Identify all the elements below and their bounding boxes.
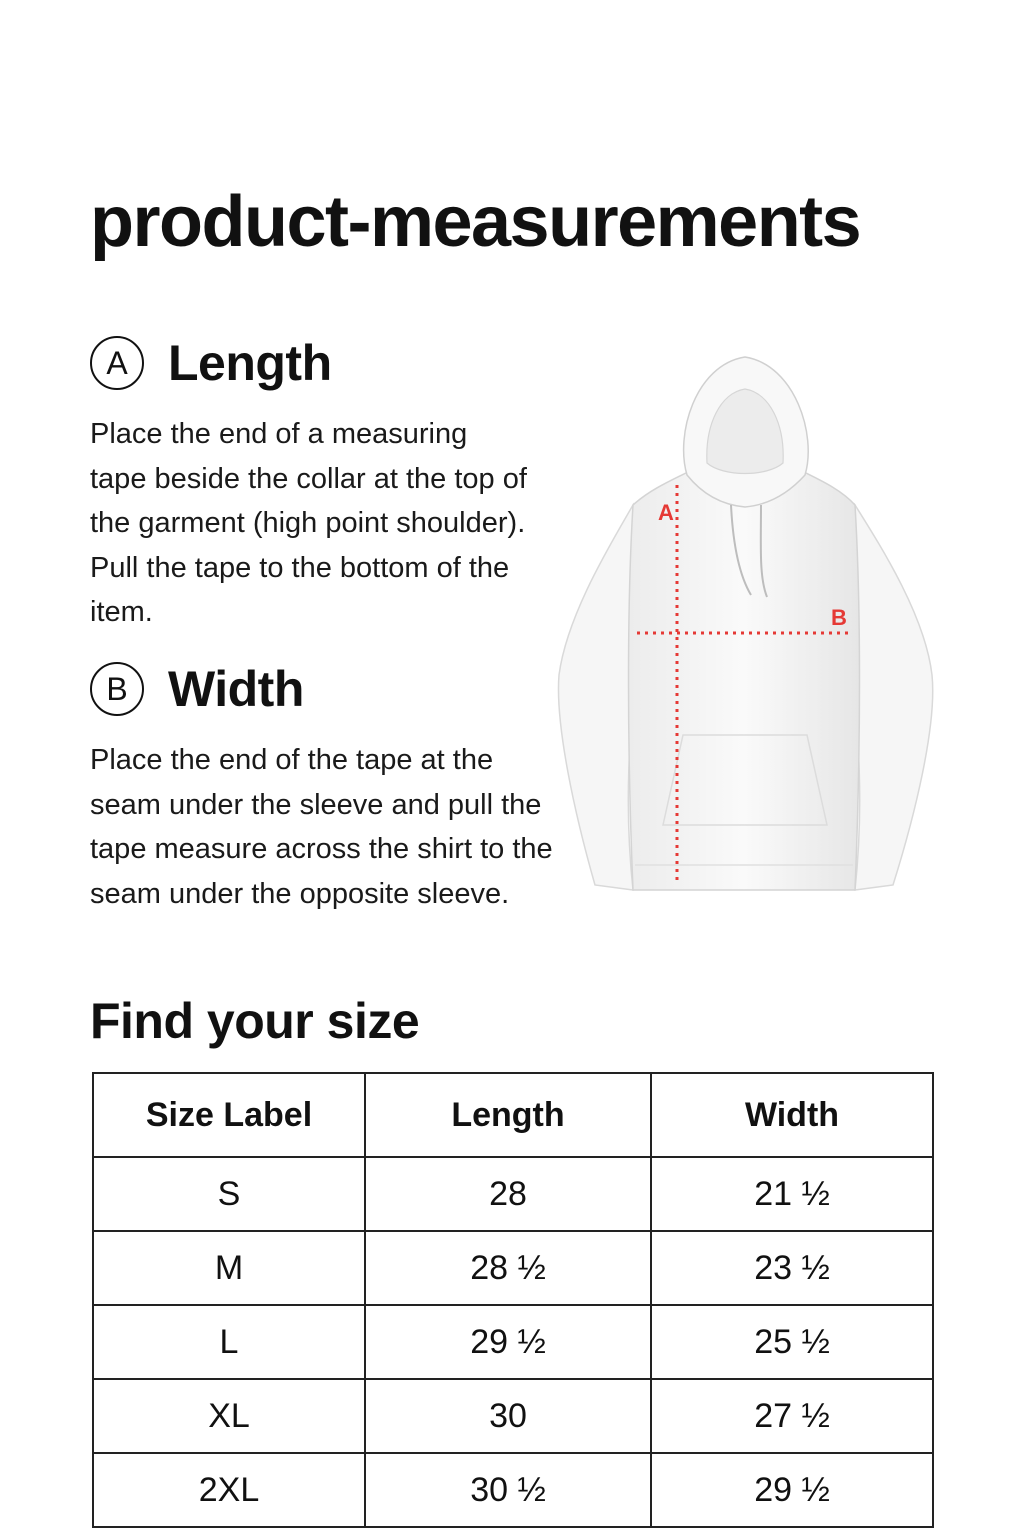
header-size-label: Size Label	[93, 1073, 365, 1157]
width-heading	[90, 658, 560, 720]
table-row	[93, 1305, 933, 1379]
length-instructions: Place the end of a measuring tape beside the collar at the top of the garment (high point shoulder). Pull the tape to the bottom of the item.	[90, 418, 527, 628]
length-title: Length	[168, 335, 332, 391]
length-cell: 28 ½	[365, 1231, 651, 1305]
size-cell: M	[93, 1231, 365, 1305]
header-length: Length	[365, 1073, 651, 1157]
circle-b-icon: B	[90, 662, 144, 716]
table-row	[93, 1231, 933, 1305]
size-cell: 2XL	[93, 1453, 365, 1527]
width-cell: 25 ½	[651, 1305, 933, 1379]
find-size-title: Find your size	[90, 993, 420, 1049]
page-title: product-measurements	[90, 182, 861, 262]
hoodie-measurement-figure	[555, 345, 940, 905]
figure-label-b: B	[831, 605, 847, 630]
size-table	[92, 1072, 934, 1528]
table-row	[93, 1379, 933, 1453]
length-cell: 28	[365, 1157, 651, 1231]
width-cell: 29 ½	[651, 1453, 933, 1527]
header-width: Width	[651, 1073, 933, 1157]
width-title: Width	[168, 661, 304, 717]
size-cell: L	[93, 1305, 365, 1379]
size-cell: XL	[93, 1379, 365, 1453]
table-row	[93, 1453, 933, 1527]
width-section	[90, 658, 560, 916]
length-section	[90, 332, 560, 635]
length-cell: 29 ½	[365, 1305, 651, 1379]
circle-a-icon: A	[90, 336, 144, 390]
width-cell: 27 ½	[651, 1379, 933, 1453]
length-cell: 30	[365, 1379, 651, 1453]
width-cell: 23 ½	[651, 1231, 933, 1305]
size-cell: S	[93, 1157, 365, 1231]
length-cell: 30 ½	[365, 1453, 651, 1527]
width-cell: 21 ½	[651, 1157, 933, 1231]
figure-label-a: A	[658, 500, 674, 525]
table-header-row	[93, 1073, 933, 1157]
hoodie-icon	[558, 357, 932, 890]
length-heading	[90, 332, 560, 394]
table-row	[93, 1157, 933, 1231]
width-instructions: Place the end of the tape at the seam under the sleeve and pull the tape measure across the shirt to the seam under the opposite sleeve.	[90, 744, 553, 910]
